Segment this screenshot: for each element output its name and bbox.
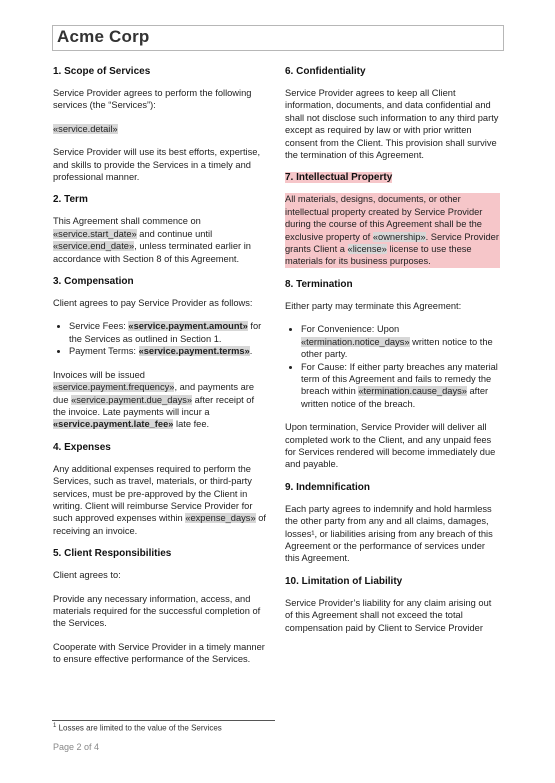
text-run: For Cause: If either party breaches any material term of this Agreement and fails to remedy the breach within	[301, 361, 498, 397]
section-heading: 3. Compensation	[53, 276, 134, 288]
placeholder-field[interactable]: «service.payment.due_days»	[71, 394, 193, 405]
text-run: , and payments are due	[53, 382, 255, 405]
paragraph: Client agrees to pay Service Provider as follows:	[53, 298, 253, 309]
document-header	[52, 25, 504, 51]
highlighted-heading: 7. Intellectual Property	[285, 172, 393, 184]
left-column	[53, 66, 268, 677]
paragraph	[53, 463, 268, 537]
paragraph: Upon termination, Service Provider will deliver all completed work to the Client, and any unpaid fees for Services rendered will become immediately due and payable.	[285, 422, 496, 470]
text-run: Service Fees:	[69, 321, 129, 332]
paragraph: Cooperate with Service Provider in a timely manner to ensure effective performance of the Services.	[53, 641, 265, 665]
text-run: and continue until	[136, 228, 213, 239]
placeholder-field[interactable]: «termination.cause_days»	[358, 386, 467, 397]
text-run: written notice to the other party.	[301, 336, 493, 360]
placeholder-field[interactable]: «service.payment.late_fee»	[53, 419, 174, 430]
text-run: late fee.	[173, 419, 210, 430]
list-item	[69, 345, 268, 357]
section-heading: 10. Limitation of Liability	[285, 575, 403, 587]
text-run: license to use these materials for its business purposes.	[285, 244, 472, 267]
section-heading: 1. Scope of Services	[53, 66, 151, 77]
placeholder-field[interactable]: «service.end_date»	[53, 241, 135, 252]
text-run: , unless terminated earlier in accordance with Section 8 of this Agreement.	[53, 241, 251, 264]
placeholder-field[interactable]: «service.detail»	[53, 123, 118, 134]
text-run: . Service Provider grants Client a	[285, 231, 499, 255]
bullet-list	[285, 323, 500, 410]
paragraph	[53, 369, 268, 431]
paragraph	[53, 123, 268, 135]
paragraph: Service Provider agrees to keep all Client information, documents, and data confidential and shall not disclose such information to any third party except as required by law or with prior written consent from the Client. This provision shall survive the termination of this Agreement.	[285, 88, 499, 161]
section-heading: 4. Expenses	[53, 441, 111, 453]
placeholder-field[interactable]: «service.start_date»	[53, 228, 137, 239]
paragraph	[53, 215, 268, 265]
footnote-marker: 1	[53, 723, 57, 729]
text-run: This Agreement shall commence on	[53, 216, 201, 227]
text-run: For Convenience: Upon	[301, 324, 400, 335]
list-item	[301, 361, 500, 411]
text-run: Invoices will be issued	[53, 369, 145, 380]
section-heading	[285, 172, 500, 184]
text-run: Payment Terms:	[69, 346, 139, 357]
paragraph: Service Provider’s liability for any claim arising out of this Agreement shall not exceed the total compensation paid by Client to Service Provider	[285, 597, 492, 633]
text-run: All materials, designs, documents, or other intellectual property created by Service Provider during the course of this Agreement shall be the exclusive property of	[285, 194, 483, 242]
list-item	[301, 323, 500, 360]
text-run: after written notice of the breach.	[301, 386, 489, 409]
footnote-text: Losses are limited to the value of the Services	[56, 723, 222, 733]
text-run: for the Services as outlined in Section 1.	[69, 321, 262, 344]
section-heading: 8. Termination	[285, 278, 353, 290]
section-heading: 5. Client Responsibilities	[53, 548, 172, 560]
section-heading: 2. Term	[53, 194, 88, 206]
section-heading: 6. Confidentiality	[285, 66, 366, 77]
paragraph: Provide any necessary information, access, and materials required for the successful completion of the Services.	[53, 593, 261, 629]
section-heading: 9. Indemnification	[285, 481, 371, 493]
company-title: Acme Corp	[57, 27, 150, 46]
paragraph: Either party may terminate this Agreement:	[285, 300, 462, 311]
paragraph: Service Provider agrees to perform the following services (the “Services”):	[53, 88, 252, 111]
placeholder-field[interactable]: «termination.notice_days»	[301, 336, 410, 347]
footnote-divider	[52, 720, 275, 721]
list-item	[69, 320, 268, 345]
text-run: .	[249, 346, 253, 357]
placeholder-field[interactable]: «service.payment.frequency»	[53, 382, 175, 393]
paragraph: Client agrees to:	[53, 570, 121, 581]
text-run: Any additional expenses required to perform the Services, such as travel, materials, or third-party services, must be pre-approved by the Client in writing. Client will reimburse Service Provider for such approved expenses within	[53, 463, 253, 524]
text-run: after receipt of the invoice. Late payments will incur a	[53, 394, 255, 417]
page-number: Page 2 of 4	[53, 742, 100, 752]
paragraph: Service Provider will use its best efforts, expertise, and skills to provide the Services in a timely and professional manner.	[53, 147, 261, 183]
footnote	[53, 723, 222, 733]
placeholder-field[interactable]: «service.payment.terms»	[138, 346, 250, 357]
placeholder-field[interactable]: «service.payment.amount»	[128, 321, 248, 332]
paragraph: Each party agrees to indemnify and hold harmless the other party from any and all claims, damages, losses¹, or liabilities arising from any breach of this Agreement or the performance of services under this Agreement.	[285, 503, 493, 564]
right-column	[285, 66, 500, 645]
text-run: of receiving an invoice.	[53, 513, 266, 536]
placeholder-field[interactable]: «expense_days»	[185, 513, 256, 524]
highlighted-paragraph	[285, 193, 500, 267]
bullet-list	[53, 320, 268, 357]
placeholder-field[interactable]: «ownership»	[372, 231, 426, 242]
placeholder-field[interactable]: «license»	[347, 244, 387, 255]
